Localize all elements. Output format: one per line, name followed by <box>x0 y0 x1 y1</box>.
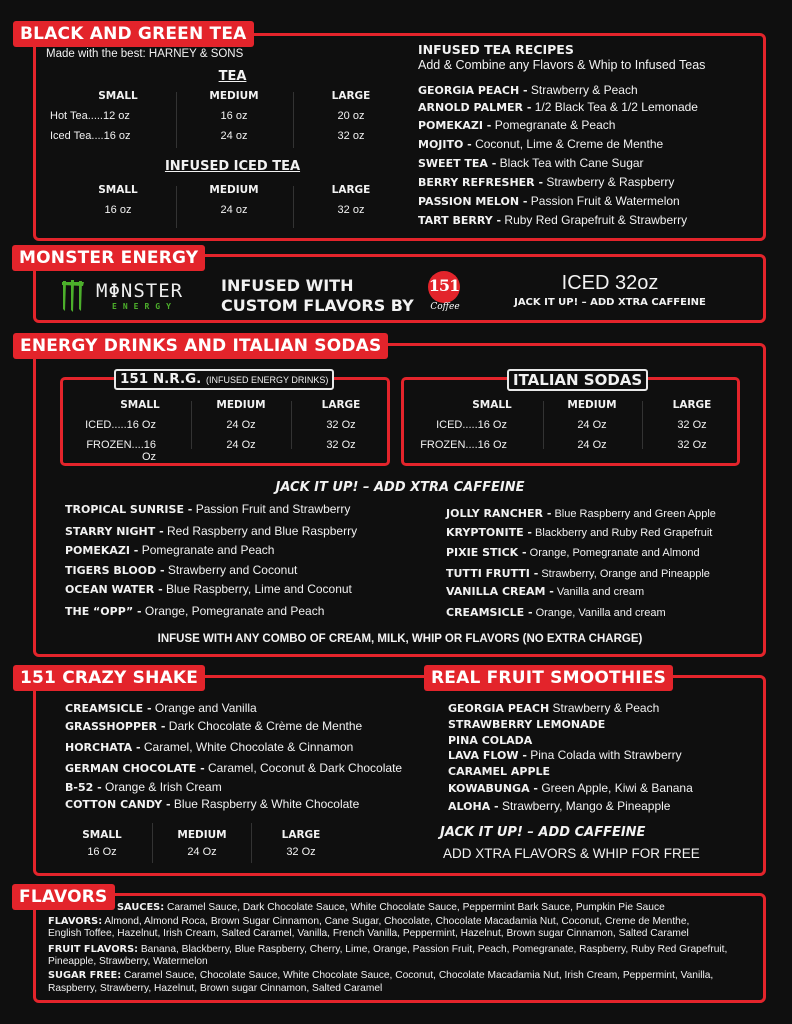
tea-size-medium: MEDIUM <box>209 90 259 102</box>
shake-recipe: B-52 - Orange & Irish Cream <box>65 780 222 794</box>
smoothie-recipe: GEORGIA PEACH Strawberry & Peach <box>448 701 660 715</box>
infused-medium-value: 24 oz <box>220 204 248 216</box>
tea-size-small: SMALL <box>98 90 138 102</box>
shake-size-large: LARGE <box>281 829 321 841</box>
italian-size-medium: MEDIUM <box>567 399 617 411</box>
shake-size-medium: MEDIUM <box>177 829 227 841</box>
recipes-heading: INFUSED TEA RECIPES <box>418 42 574 57</box>
energy-recipe: TIGERS BLOOD - Strawberry and Coconut <box>65 563 298 577</box>
nrg-frozen-large: 32 Oz <box>326 439 356 451</box>
nrg-size-large: LARGE <box>321 399 361 411</box>
infused-size-medium: MEDIUM <box>209 184 259 196</box>
tea-title: BLACK AND GREEN TEA <box>13 21 254 47</box>
monster-logo-word: MΦNSTER <box>96 280 184 302</box>
infused-iced-tea-heading: INFUSED ICED TEA <box>164 159 301 174</box>
tea-recipe: SWEET TEA - Black Tea with Cane Sugar <box>418 156 644 170</box>
smoothie-recipe: STRAWBERRY LEMONADE <box>448 718 606 731</box>
shake-recipe: GERMAN CHOCOLATE - Caramel, Coconut & Dark Chocolate <box>65 761 403 775</box>
iced-tea-medium: 24 oz <box>220 130 248 142</box>
energy-recipe: VANILLA CREAM - Vanilla and cream <box>446 585 645 598</box>
flavor-line-flavors-cont: English Toffee, Hazelnut, Irish Cream, Salted Caramel, Vanilla, French Vanilla, Peppermint, Hazelnut, Brown sugar Cinnamon, Salted Caramel <box>48 928 689 939</box>
shake-small-value: 16 Oz <box>87 846 117 858</box>
151-coffee-logo: 151 Coffee <box>427 271 463 317</box>
tea-heading: TEA <box>218 69 247 84</box>
energy-recipe: PIXIE STICK - Orange, Pomegranate and Almond <box>446 546 700 559</box>
tea-recipe: PASSION MELON - Passion Fruit & Watermelon <box>418 194 680 208</box>
hot-tea-medium: 16 oz <box>220 110 248 122</box>
smoothie-recipe: ALOHA - Strawberry, Mango & Pineapple <box>448 799 671 813</box>
flavor-line-fruit-cont: Pineapple, Strawberry, Watermelon <box>48 956 208 967</box>
nrg-frozen-small: FROZEN....16 Oz <box>86 439 156 463</box>
smoothie-recipe: KOWABUNGA - Green Apple, Kiwi & Banana <box>448 781 693 795</box>
nrg-iced-large: 32 Oz <box>326 419 356 431</box>
shake-recipe: CREAMSICLE - Orange and Vanilla <box>65 701 257 715</box>
iced-tea-small: Iced Tea....16 oz <box>50 130 131 142</box>
divider <box>152 823 153 863</box>
italian-title: ITALIAN SODAS <box>507 369 648 391</box>
energy-recipe: JOLLY RANCHER - Blue Raspberry and Green Apple <box>446 507 716 520</box>
energy-recipe: TUTTI FRUTTI - Strawberry, Orange and Pineapple <box>446 567 710 580</box>
tea-subtitle: Made with the best: HARNEY & SONS <box>46 48 244 60</box>
energy-title: ENERGY DRINKS AND ITALIAN SODAS <box>13 333 388 359</box>
iced-tea-large: 32 oz <box>337 130 365 142</box>
divider <box>543 401 544 449</box>
monster-infused-line1: INFUSED WITH <box>221 276 354 295</box>
italian-frozen-small: FROZEN....16 Oz <box>420 439 507 451</box>
tea-recipe: GEORGIA PEACH - Strawberry & Peach <box>418 83 638 97</box>
energy-recipe: OCEAN WATER - Blue Raspberry, Lime and Coconut <box>65 582 352 596</box>
infused-size-large: LARGE <box>331 184 371 196</box>
energy-recipe: TROPICAL SUNRISE - Passion Fruit and Strawberry <box>65 502 351 516</box>
nrg-size-medium: MEDIUM <box>216 399 266 411</box>
energy-footer: INFUSE WITH ANY COMBO OF CREAM, MILK, WHIP OR FLAVORS (NO EXTRA CHARGE) <box>157 633 643 645</box>
divider <box>293 186 294 228</box>
shake-recipe: GRASSHOPPER - Dark Chocolate & Crème de Menthe <box>65 719 363 733</box>
tea-recipe: BERRY REFRESHER - Strawberry & Raspberry <box>418 175 675 189</box>
recipes-subheading: Add & Combine any Flavors & Whip to Infused Teas <box>418 58 706 72</box>
tea-recipe: MOJITO - Coconut, Lime & Creme de Menthe <box>418 137 664 151</box>
flavor-line-fruit: FRUIT FLAVORS: Banana, Blackberry, Blue Raspberry, Cherry, Lime, Orange, Passion Fruit, Peach, Pomegranate, Raspberry, Ruby Red Grapefruit, <box>48 944 728 955</box>
energy-recipe: CREAMSICLE - Orange, Vanilla and cream <box>446 606 666 619</box>
infused-size-small: SMALL <box>98 184 138 196</box>
flavor-line-sugar-free: SUGAR FREE: Caramel Sauce, Chocolate Sauce, White Chocolate Sauce, Coconut, Chocolate Macadamia Nut, Irish Cream, Peppermint, Vanilla, <box>48 970 714 981</box>
smoothies-title: REAL FRUIT SMOOTHIES <box>424 665 673 691</box>
monster-title: MONSTER ENERGY <box>12 245 205 271</box>
italian-size-small: SMALL <box>472 399 512 411</box>
italian-iced-small: ICED.....16 Oz <box>436 419 507 431</box>
divider <box>191 401 192 449</box>
hot-tea-large: 20 oz <box>337 110 365 122</box>
nrg-title: 151 N.R.G. (INFUSED ENERGY DRINKS) <box>114 369 334 390</box>
infused-large-value: 32 oz <box>337 204 365 216</box>
smoothie-recipe: CARAMEL APPLE <box>448 765 551 778</box>
italian-iced-medium: 24 Oz <box>577 419 607 431</box>
monster-infused-line2: CUSTOM FLAVORS BY <box>221 296 414 315</box>
divider <box>176 92 177 148</box>
energy-recipe: THE “OPP” - Orange, Pomegranate and Peach <box>65 604 325 618</box>
divider <box>291 401 292 449</box>
tea-size-large: LARGE <box>331 90 371 102</box>
nrg-iced-medium: 24 Oz <box>226 419 256 431</box>
tea-recipe: ARNOLD PALMER - 1/2 Black Tea & 1/2 Lemonade <box>418 100 698 114</box>
shake-recipe: COTTON CANDY - Blue Raspberry & White Chocolate <box>65 797 360 811</box>
nrg-frozen-medium: 24 Oz <box>226 439 256 451</box>
tea-recipe: TART BERRY - Ruby Red Grapefruit & Strawberry <box>418 213 688 227</box>
smoothie-recipe: LAVA FLOW - Pina Colada with Strawberry <box>448 748 682 762</box>
energy-recipe: STARRY NIGHT - Red Raspberry and Blue Raspberry <box>65 524 358 538</box>
energy-recipe: POMEKAZI - Pomegranate and Peach <box>65 543 275 557</box>
infused-small-value: 16 oz <box>104 204 132 216</box>
shake-size-small: SMALL <box>82 829 122 841</box>
divider <box>642 401 643 449</box>
flavor-line-flavors: FLAVORS: Almond, Almond Roca, Brown Sugar Cinnamon, Cane Sugar, Chocolate, Chocolate Macadamia Nut, Coconut, Creme de Menthe, <box>48 916 690 927</box>
shake-recipe: HORCHATA - Caramel, White Chocolate & Cinnamon <box>65 740 354 754</box>
hot-tea-small: Hot Tea.....12 oz <box>50 110 130 122</box>
italian-frozen-medium: 24 Oz <box>577 439 607 451</box>
smoothie-recipe: PINA COLADA <box>448 734 533 747</box>
shake-medium-value: 24 Oz <box>187 846 217 858</box>
flavors-title: FLAVORS <box>12 884 115 910</box>
energy-recipe: KRYPTONITE - Blackberry and Ruby Red Grapefruit <box>446 526 713 539</box>
flavor-line-sauces: SAUCES: Caramel Sauce, Dark Chocolate Sauce, White Chocolate Sauce, Peppermint Bark Sauce, Pumpkin Pie Sauce <box>117 902 665 913</box>
monster-jack-note: JACK IT UP! – ADD XTRA CAFFEINE <box>514 297 706 308</box>
energy-jack-note: JACK IT UP! – ADD XTRA CAFFEINE <box>275 480 525 495</box>
shake-title: 151 CRAZY SHAKE <box>13 665 205 691</box>
flavor-line-sugar-free-cont: Raspberry, Strawberry, Hazelnut, Brown sugar Cinnamon, Salted Caramel <box>48 983 383 994</box>
nrg-iced-small: ICED.....16 Oz <box>85 419 156 431</box>
divider <box>176 186 177 228</box>
monster-claw-icon <box>60 279 88 313</box>
divider <box>293 92 294 148</box>
divider <box>251 823 252 863</box>
italian-size-large: LARGE <box>672 399 712 411</box>
italian-frozen-large: 32 Oz <box>677 439 707 451</box>
smoothie-extra-note: ADD XTRA FLAVORS & WHIP FOR FREE <box>443 846 700 861</box>
nrg-size-small: SMALL <box>120 399 160 411</box>
monster-iced-size: ICED 32oz <box>561 272 659 294</box>
italian-iced-large: 32 Oz <box>677 419 707 431</box>
smoothie-jack-note: JACK IT UP! – ADD CAFFEINE <box>440 825 646 840</box>
tea-recipe: POMEKAZI - Pomegranate & Peach <box>418 118 616 132</box>
monster-logo-sub: ENERGY <box>112 302 177 311</box>
shake-large-value: 32 Oz <box>286 846 316 858</box>
